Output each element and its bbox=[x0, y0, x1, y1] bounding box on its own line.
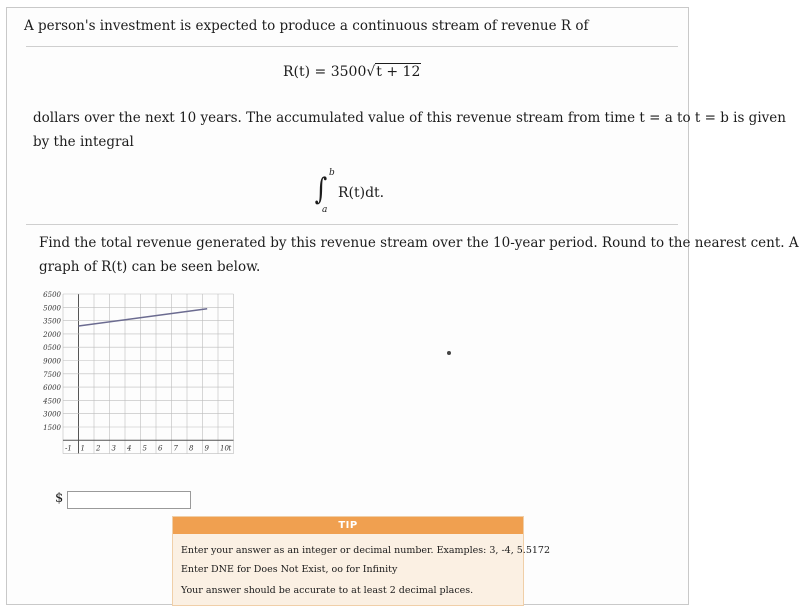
tip-line-3: Your answer should be accurate to at least 2 decimal places. bbox=[181, 585, 474, 596]
integral-upper-limit: b bbox=[329, 168, 335, 178]
tip-title: TIP bbox=[173, 517, 523, 534]
y-axis-ticks bbox=[42, 291, 61, 432]
x-tick-label: 3 bbox=[111, 444, 116, 453]
divider bbox=[26, 224, 678, 225]
problem-body-line2: by the integral bbox=[33, 134, 134, 150]
x-tick-label: 10 bbox=[220, 444, 229, 453]
y-tick-label: 2000 bbox=[43, 330, 61, 339]
y-tick-label: 0500 bbox=[43, 344, 61, 353]
y-tick-label: 1500 bbox=[43, 424, 61, 432]
y-tick-label: 4500 bbox=[43, 397, 61, 406]
y-tick-label: 7500 bbox=[43, 370, 61, 379]
tip-line-2: Enter DNE for Does Not Exist, oo for Infinity bbox=[181, 564, 398, 575]
answer-input[interactable] bbox=[67, 491, 191, 509]
revenue-formula bbox=[283, 64, 421, 80]
y-tick-label: 6500 bbox=[43, 291, 61, 299]
y-tick-label: 3000 bbox=[43, 410, 61, 419]
problem-body-line1: dollars over the next 10 years. The accumulated value of this revenue stream from time t = a to t = b is given bbox=[33, 110, 786, 126]
x-axis-label: t bbox=[228, 444, 232, 453]
x-tick-label: 7 bbox=[173, 444, 178, 453]
tip-box bbox=[172, 516, 550, 606]
find-line1: Find the total revenue generated by this revenue stream over the 10-year period. Round to the nearest cent. A bbox=[39, 235, 799, 251]
revenue-graph bbox=[33, 286, 232, 471]
integrand: R(t)dt. bbox=[338, 185, 385, 201]
x-tick-label: 8 bbox=[189, 444, 194, 453]
integral-sign: ∫ bbox=[314, 172, 328, 207]
revenue-line bbox=[79, 309, 208, 326]
x-axis-ticks bbox=[65, 444, 232, 452]
integral-lower-limit: a bbox=[322, 205, 328, 215]
x-tick-label: 4 bbox=[127, 444, 132, 453]
chart-grid bbox=[63, 294, 234, 454]
stray-dot bbox=[447, 351, 451, 355]
dollar-prefix: $ bbox=[55, 491, 64, 506]
y-tick-label: 6000 bbox=[43, 384, 61, 393]
y-tick-label: 5000 bbox=[43, 304, 61, 313]
x-tick-label: 6 bbox=[158, 444, 163, 453]
y-tick-label: 9000 bbox=[43, 357, 61, 366]
find-line2: graph of R(t) can be seen below. bbox=[39, 259, 261, 275]
x-tick-label: 5 bbox=[142, 444, 147, 453]
divider bbox=[26, 46, 678, 47]
tip-line-1: Enter your answer as an integer or decimal number. Examples: 3, -4, 5.5172 bbox=[181, 545, 550, 556]
sqrt-symbol: √ bbox=[366, 64, 376, 80]
x-tick-label: 2 bbox=[96, 444, 101, 453]
x-tick-label: 9 bbox=[204, 444, 209, 453]
x-tick-label: -1 bbox=[65, 444, 72, 453]
formula-lhs: R(t) = 3500 bbox=[283, 64, 367, 80]
problem-intro: A person's investment is expected to produce a continuous stream of revenue R of bbox=[24, 18, 589, 34]
x-tick-label: 1 bbox=[80, 444, 85, 453]
formula-radicand: t + 12 bbox=[376, 64, 421, 80]
y-tick-label: 3500 bbox=[43, 317, 61, 326]
